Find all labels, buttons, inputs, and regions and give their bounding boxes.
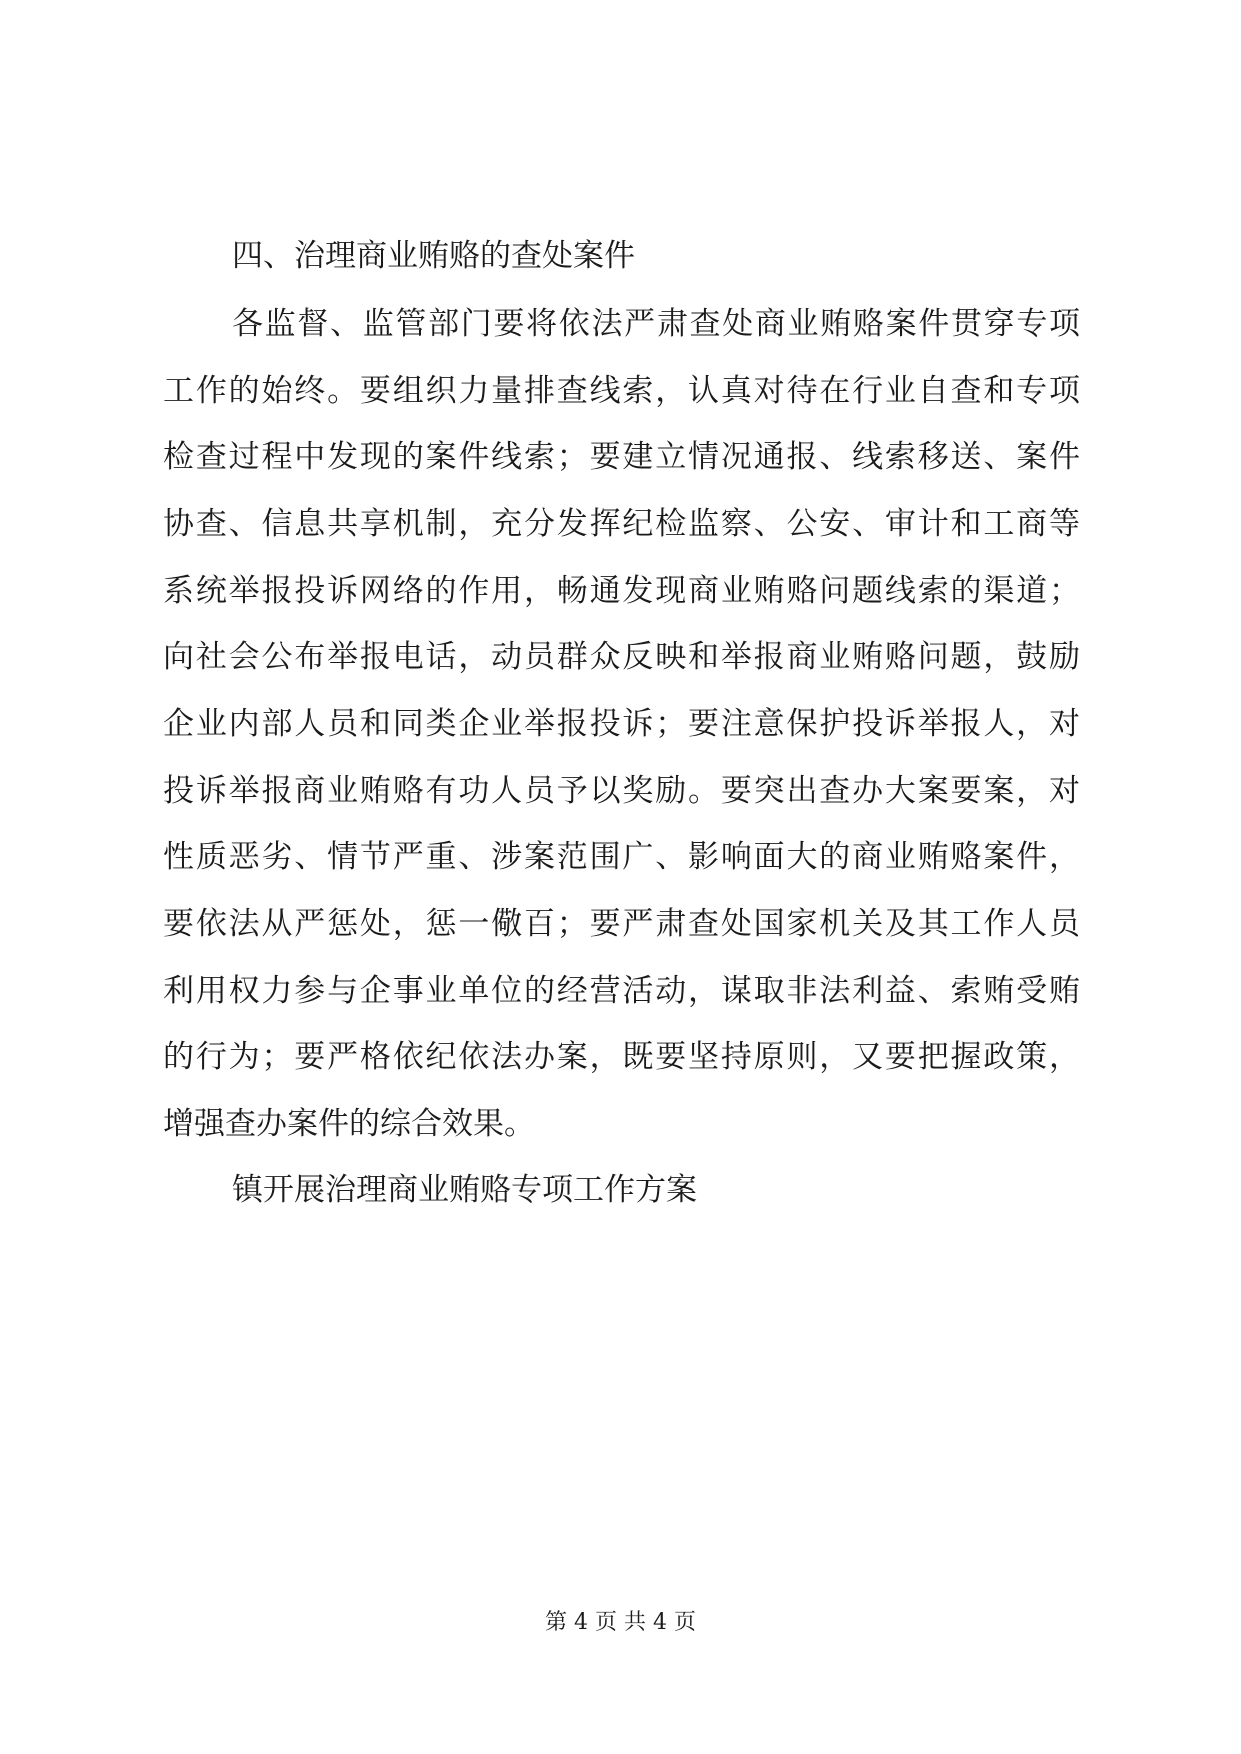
paragraph-line: 工作的始终。要组织力量排查线索，认真对待在行业自查和专项 [163, 373, 1080, 409]
paragraph-line: 增强查办案件的综合效果。 [163, 1106, 535, 1142]
paragraph-line: 企业内部人员和同类企业举报投诉；要注意保护投诉举报人，对 [163, 706, 1080, 742]
paragraph-line: 系统举报投诉网络的作用，畅通发现商业贿赂问题线索的渠道； [163, 573, 1080, 609]
paragraph-line: 要依法从严惩处，惩一儆百；要严肃查处国家机关及其工作人员 [163, 906, 1080, 942]
paragraph-line: 各监督、监管部门要将依法严肃查处商业贿赂案件贯穿专项 [232, 306, 1080, 342]
paragraph-line: 投诉举报商业贿赂有功人员予以奖励。要突出查办大案要案，对 [163, 773, 1080, 809]
paragraph-line: 性质恶劣、情节严重、涉案范围广、影响面大的商业贿赂案件， [163, 839, 1080, 875]
paragraph-line: 协查、信息共享机制，充分发挥纪检监察、公安、审计和工商等 [163, 506, 1080, 542]
paragraph-line: 利用权力参与企事业单位的经营活动，谋取非法利益、索贿受贿 [163, 973, 1080, 1009]
paragraph-line: 的行为；要严格依纪依法办案，既要坚持原则，又要把握政策， [163, 1039, 1080, 1075]
paragraph-line: 向社会公布举报电话，动员群众反映和举报商业贿赂问题，鼓励 [163, 639, 1080, 675]
section-heading: 四、治理商业贿赂的查处案件 [232, 238, 635, 274]
page-footer: 第 4 页 共 4 页 [545, 1610, 696, 1635]
closing-title: 镇开展治理商业贿赂专项工作方案 [232, 1172, 697, 1208]
paragraph-line: 检查过程中发现的案件线索；要建立情况通报、线索移送、案件 [163, 439, 1080, 475]
